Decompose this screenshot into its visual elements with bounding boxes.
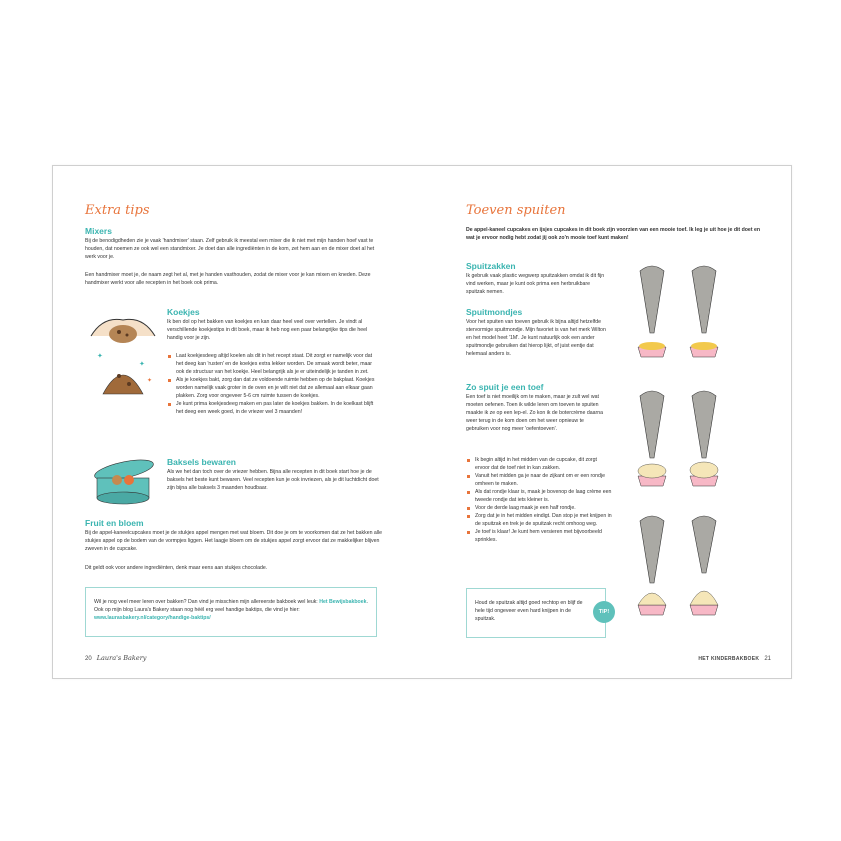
brand-right: HET KINDERBAKBOEK xyxy=(698,656,760,662)
piping-bags-illustration xyxy=(630,261,760,651)
info-text: Wil je nog veel meer leren over bakken? Dan vind je misschien mijn allereerste bakboek wel leuk: xyxy=(94,599,318,605)
tip-text: Houd de spuitzak altijd goed rechtop en blijf de hele tijd ongeveer even hard knijpen in de spuitzak. xyxy=(475,600,583,622)
spuitmondjes-title: Spuitmondjes xyxy=(466,307,523,317)
mixers-title: Mixers xyxy=(85,226,112,236)
koekjes-bullet: Als je koekjes bakt, zorg dan dat ze voldoende ruimte hebben op de bakplaat. Koekjes worden namelijk vaak groter in de oven en je wilt niet dat ze allemaal aan elkaar gaan plakken. Zorg voor ongeveer 5-6 cm ruimte tussen de koekjes. xyxy=(167,376,379,400)
piping-step-3 xyxy=(638,516,718,615)
tip-box xyxy=(466,588,610,638)
toef-bullet: Vanuit het midden ga je naar de zijkant om er een rondje omheen te maken. xyxy=(466,472,612,488)
right-intro: De appel-kaneel cupcakes en ijsjes cupcakes in dit boek zijn voorzien van een mooie toef. Ik leg je uit hoe je dit doet en wat je ervoor nodig hebt zodat jij ook zo'n mooie toef kunt maken! xyxy=(466,227,761,241)
left-footer xyxy=(85,654,146,662)
tip-badge: TIP! xyxy=(593,601,615,623)
piping-step-1 xyxy=(638,266,718,357)
toef-bullet: Zorg dat je in het midden eindigt. Dan stop je met knijpen in de spuitzak en trek je de spuitzak recht omhoog weg. xyxy=(466,512,612,528)
page-number-right: 21 xyxy=(764,656,771,662)
info-box-text xyxy=(94,598,368,622)
book-link[interactable]: Het Bewijsbakboek xyxy=(319,599,367,605)
toef-bullet: Ik begin altijd in het midden van de cupcake, dit zorgt ervoor dat de toef niet in kan zakken. xyxy=(466,456,612,472)
blog-url-link[interactable]: www.laurasbakery.nl/category/handige-baktips/ xyxy=(94,615,211,621)
svg-text:✦: ✦ xyxy=(139,361,145,368)
koekjes-bullet: Laat koekjesdeeg altijd koelen als dit in het recept staat. Dit zorgt er namelijk voor dat het deeg kan 'rusten' en de koekjes extra lekker worden. De smaak wordt beter, maar ook de structuur van het koekje. Heel belangrijk als je er uiteindelijk je tanden in zet. xyxy=(167,352,379,376)
fruit-p2: Dit geldt ook voor andere ingrediënten, denk maar eens aan stukjes chocolade. xyxy=(85,565,268,571)
spuitzakken-p1: Ik gebruik vaak plastic wegwerp spuitzakken omdat ik dit fijn vind werken, maar je kunt ook prima een herbruikbare spuitzak nemen. xyxy=(466,273,605,295)
koekjes-bullets xyxy=(167,352,379,416)
koekjes-p1: Ik ben dol op het bakken van koekjes en kan daar heel veel over vertellen. Je vindt al verschillende koekjestips in dit boek, maar ik heb nog een paar belangrijke tips die heel handig voor je zijn. xyxy=(167,319,368,341)
right-footer xyxy=(698,656,771,662)
page-number-left: 20 xyxy=(85,656,92,662)
book-spread xyxy=(52,165,792,679)
spuitzakken-title: Spuitzakken xyxy=(466,261,516,271)
left-heading: Extra tips xyxy=(85,203,150,218)
left-page xyxy=(53,166,422,678)
mixers-p1: Bij de benodigdheden zie je vaak 'handmixer' staan. Zelf gebruik ik meestal een mixer die ik niet met mijn handen hoef vast te houden, dat noemen ze ook wel een standmixer. Je doet dan alle ingrediënten in de kom, zet hem aan en de mixer doet al het werk voor je. xyxy=(85,238,375,260)
fruit-p1: Bij de appel-kaneelcupcakes moet je de stukjes appel mengen met wat bloem. Dit doe je om te voorkomen dat ze het bakken alle stukjes appel op de bodem van de vormpjes liggen. Het laagje bloem om de stukjes appel zorgt ervoor dat ze makkelijker blijven zweven in de cupcake. xyxy=(85,530,383,552)
toef-p1: Een toef is niet moeilijk om te maken, maar je zult wel wat moeten oefenen. Toen ik wilde leren om toeven te spuiten maakte ik ze op een lep-el. Zo kon ik de botercrème daarna weer terug in de kom doen om het weer opnieuw te gebruiken voor nog meer 'oefentoeven'. xyxy=(466,394,603,432)
right-page xyxy=(422,166,791,678)
mixers-p2: Een handmixer moet je, de naam zegt het al, met je handen vasthouden, zodat de mixer voor je kan mixen en kneden. Deze handmixer werkt voor alle recepten in het boek ook prima. xyxy=(85,272,371,286)
storage-tin-illustration xyxy=(89,456,159,506)
svg-text:✦: ✦ xyxy=(97,353,103,360)
toef-bullet: Je toef is klaar! Je kunt hem versieren met bijvoorbeeld sprinkles. xyxy=(466,528,612,544)
info-box xyxy=(85,587,377,637)
svg-text:✦: ✦ xyxy=(147,378,153,384)
info-text2: . Ook op mijn blog Laura's Bakery staan nog héél erg veel handige baktips, die vind je hier: xyxy=(94,599,368,613)
right-heading: Toeven spuiten xyxy=(466,203,566,218)
piping-step-2 xyxy=(638,391,718,486)
toef-bullet: Voor de derde laag maak je een half rondje. xyxy=(466,504,612,512)
toef-bullet: Als dat rondje klaar is, maak je bovenop de laag crème een tweede rondje dat iets kleiner is. xyxy=(466,488,612,504)
baksels-p1: Als we het dan toch over de vriezer hebben. Bijna alle recepten in dit boek start hoe je de baksels het beste kunt bewaren. Veel recepten kun je ook invriezen, als je dit luchtdicht doet zijn bijna alle baksels 3 maanden houdbaar. xyxy=(167,469,379,491)
spuitmondjes-p1: Voor het spuiten van toeven gebruik ik bijna altijd hetzelfde stervormige spuitmondje. Mijn favoriet is van het merk Wilton en het model heet '1M'. Je kunt natuurlijk ook een ander spuitmondje gebruiken dat hierop lijkt, of juist eentje dat helemaal anders is. xyxy=(466,319,606,357)
baksels-title: Baksels bewaren xyxy=(167,457,236,467)
cookie-dough-illustration xyxy=(83,306,163,396)
fruit-title: Fruit en bloem xyxy=(85,518,144,528)
toef-bullets xyxy=(466,456,612,544)
toef-title: Zo spuit je een toef xyxy=(466,382,544,392)
koekjes-title: Koekjes xyxy=(167,307,200,317)
brand-left: Laura's Bakery xyxy=(96,654,147,662)
koekjes-bullet: Je kunt prima koekjesdeeg maken en pas later de koekjes bakken. In de koelkast blijft het deeg een week goed, in de vriezer wel 3 maanden! xyxy=(167,400,379,416)
